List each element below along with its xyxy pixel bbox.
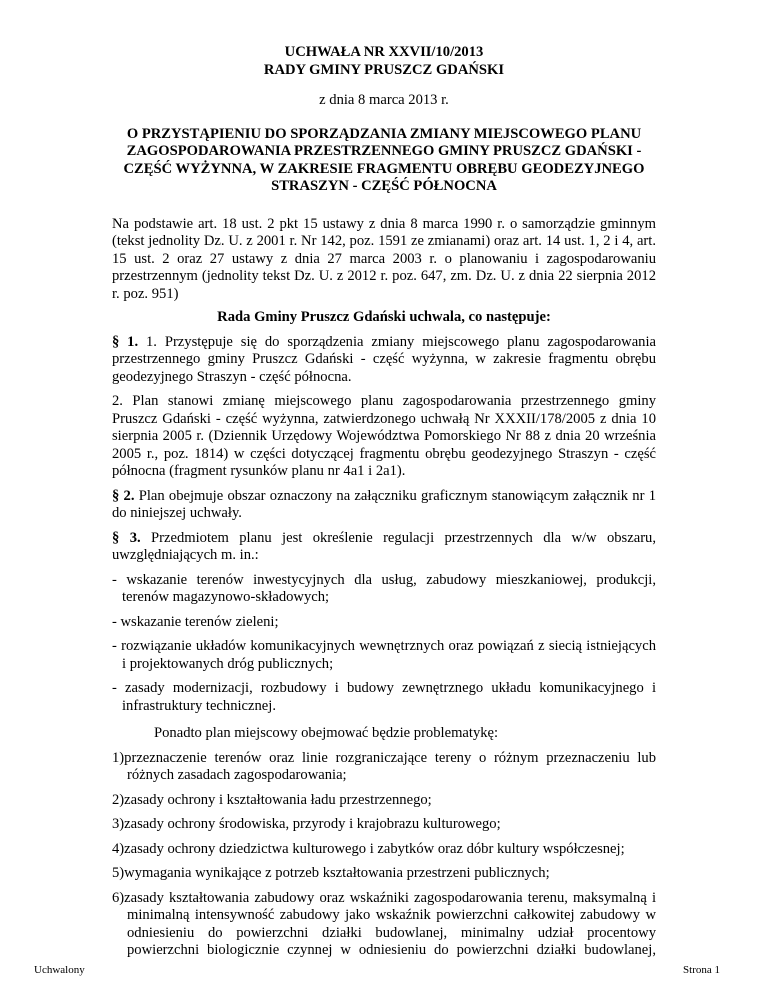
numbered-item: 1)przeznaczenie terenów oraz linie rozgraniczające tereny o różnym przeznaczeniu lub różnych zasadach zagospodarowania; (112, 749, 656, 783)
section-3 (112, 530, 656, 565)
section-3-label: § 3. (112, 529, 141, 546)
resolution-formula: Rada Gminy Pruszcz Gdański uchwala, co następuje: (217, 309, 551, 325)
section-1-paragraph-2: 2. Plan stanowi zmianę miejscowego planu zagospodarowania przestrzennego gminy Pruszcz Gdański - część wyżynna, zatwierdzonego uchwałą Nr XXXII/178/2005 z dnia 10 sierpnia 2005 r. (Dziennik Urzędowy Województwa Pomorskiego Nr 88 z dnia 20 września 2005 r., poz. 1814) w części dotyczącej fragmentu obrębu geodezyjnego Straszyn - część północna (fragment rysunków planu nr 4a1 i 2a1). (112, 393, 656, 479)
section-2-label: § 2. (112, 487, 135, 504)
list-item: - wskazanie terenów zieleni; (112, 613, 279, 630)
footer-status: Uchwalony (34, 964, 85, 976)
list-item: - zasady modernizacji, rozbudowy i budowy zewnętrznego układu komunikacyjnego i infrastruktury technicznej. (112, 680, 656, 714)
footer-page-number: Strona 1 (683, 964, 720, 976)
subject-line: STRASZYN - CZĘŚĆ PÓŁNOCNA (271, 178, 497, 194)
numbered-item: 3)zasady ochrony środowiska, przyrody i krajobrazu kulturowego; (112, 816, 501, 832)
section-1-text: 1. Przystępuje się do sporządzenia zmiany miejscowego planu zagospodarowania przestrzennego gminy Pruszcz Gdański - część wyżynna, w zakresie fragmentu obrębu geodezyjnego Straszyn - część północna. (112, 333, 656, 385)
section-3-text: Przedmiotem planu jest określenie regulacji przestrzennych dla w/w obszaru, uwzględniających m. in.: (112, 529, 656, 563)
resolution-number: UCHWAŁA NR XXVII/10/2013 (284, 44, 484, 60)
resolution-subject (112, 126, 656, 196)
document-body (112, 44, 656, 960)
section-2 (112, 488, 656, 523)
section-2-text: Plan obejmuje obszar oznaczony na załączniku graficznym stanowiącym załącznik nr 1 do niniejszej uchwały. (112, 487, 656, 521)
resolution-date: z dnia 8 marca 2013 r. (319, 92, 449, 108)
legal-basis: Na podstawie art. 18 ust. 2 pkt 15 ustawy z dnia 8 marca 1990 r. o samorządzie gminnym (tekst jednolity Dz. U. z 2001 r. Nr 142, poz. 1591 ze zmianami) oraz art. 14 ust. 1, 2 i 4, art. 15 ust. 2 oraz 27 ustawy z dnia 27 marca 2003 r. o planowaniu i zagospodarowaniu przestrzennym (jednolity tekst Dz. U. z 2012 r. poz. 647, zm. Dz. U. z dnia 22 sierpnia 2012 r. poz. 951) (112, 215, 656, 302)
list-item: - rozwiązanie układów komunikacyjnych wewnętrznych oraz powiązań z siecią istniejących i projektowanych dróg publicznych; (112, 638, 656, 672)
subject-line: ZAGOSPODAROWANIA PRZESTRZENNEGO GMINY PRUSZCZ GDAŃSKI - (126, 143, 642, 159)
numbered-item: 2)zasady ochrony i kształtowania ładu przestrzennego; (112, 791, 432, 808)
numbered-item: 5)wymagania wynikające z potrzeb kształtowania przestrzeni publicznych; (112, 865, 550, 881)
numbered-item: 6)zasady kształtowania zabudowy oraz wskaźniki zagospodarowania terenu, maksymalną i minimalną intensywność zabudowy jako wskaźnik powierzchni całkowitej zabudowy w odniesieniu do powierzchni działki budowlanej, minimalny udział procentowy powierzchni biologicznie czynnej w odniesieniu do powierzchni działki budowlanej, (112, 889, 656, 958)
council-name: RADY GMINY PRUSZCZ GDAŃSKI (263, 61, 505, 78)
subject-line: O PRZYSTĄPIENIU DO SPORZĄDZANIA ZMIANY MIEJSCOWEGO PLANU (126, 125, 642, 142)
further-scope-intro: Ponadto plan miejscowy obejmować będzie problematykę: (154, 725, 499, 741)
list-item: - wskazanie terenów inwestycyjnych dla usług, zabudowy mieszkaniowej, produkcji, terenów magazynowo-składowych; (112, 571, 656, 605)
subject-line: CZĘŚĆ WYŻYNNA, W ZAKRESIE FRAGMENTU OBRĘBU GEODEZYJNEGO (123, 160, 645, 177)
section-1 (112, 334, 656, 387)
section-1-label: § 1. (112, 333, 139, 350)
numbered-item: 4)zasady ochrony dziedzictwa kulturowego i zabytków oraz dóbr kultury współczesnej; (112, 840, 625, 857)
